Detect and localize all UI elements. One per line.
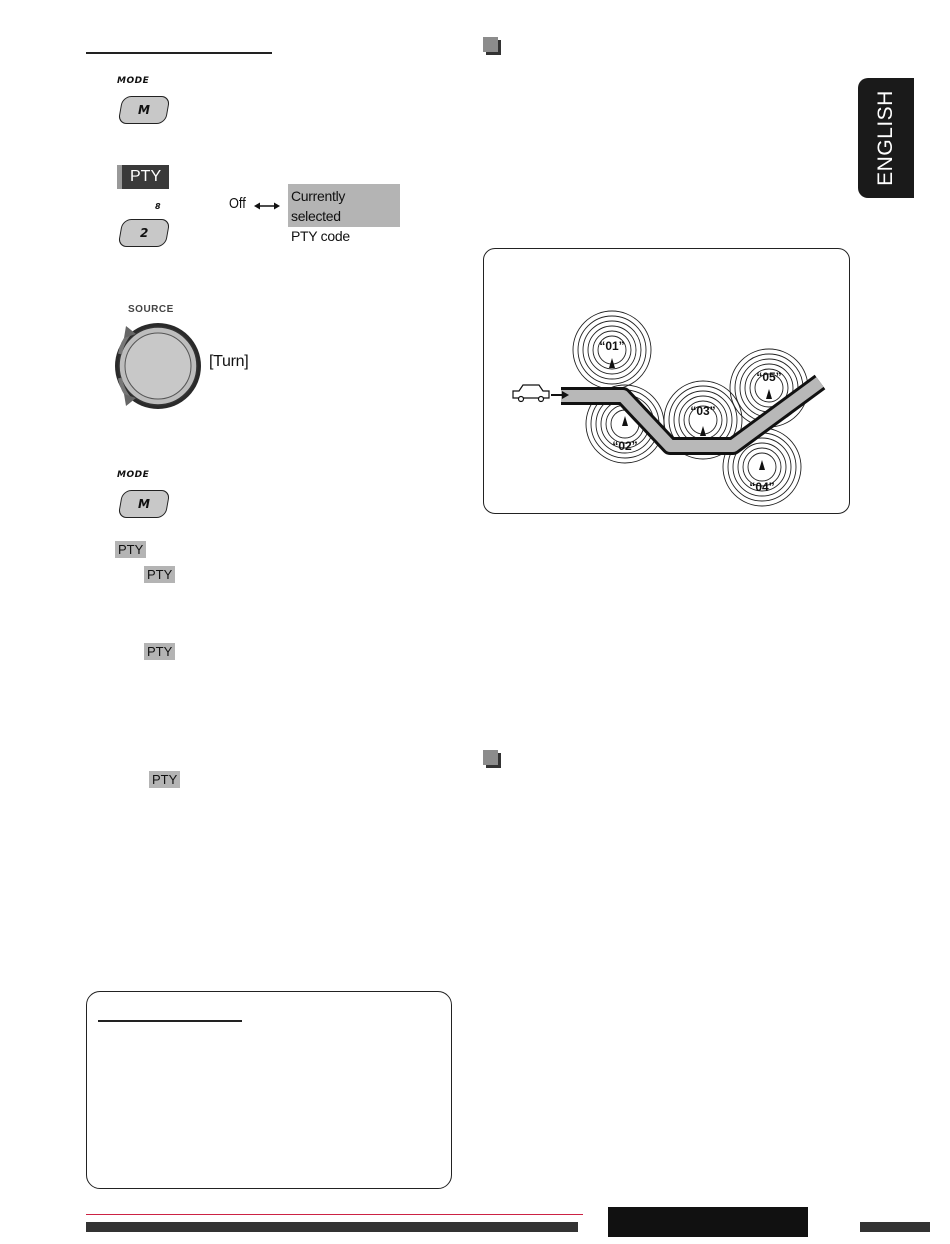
- preset-2-button[interactable]: [118, 219, 171, 247]
- station-diagram-svg: [483, 248, 850, 514]
- pty-marker: PTY: [144, 643, 175, 660]
- station-label: “05”: [756, 370, 782, 384]
- note-box-rule: [98, 1020, 242, 1022]
- station-label: “03”: [690, 404, 716, 418]
- footer-red-line: [86, 1214, 583, 1215]
- language-tab: [858, 78, 914, 198]
- mode-label: MODE: [117, 76, 150, 86]
- station-label: “01”: [599, 339, 625, 353]
- currently-selected-box: [288, 184, 400, 244]
- car-icon: [513, 385, 569, 402]
- toggle-arrow-icon: [254, 201, 280, 211]
- footer-page-block: [608, 1207, 808, 1237]
- mode-key-label: M: [138, 103, 150, 117]
- pty-marker: PTY: [144, 566, 175, 583]
- mode-button-2[interactable]: [118, 490, 171, 518]
- mode-key-label-2: M: [138, 497, 150, 511]
- footer-bar: [86, 1222, 578, 1232]
- source-label: SOURCE: [128, 304, 174, 315]
- section-rule: [86, 52, 272, 54]
- station-label: “04”: [749, 480, 775, 494]
- off-label: Off: [229, 195, 246, 212]
- selected-line1: Currently selected: [291, 188, 346, 224]
- mode-label-2: MODE: [117, 470, 150, 480]
- preset-number-label: 8: [155, 202, 161, 211]
- pty-marker: PTY: [115, 541, 146, 558]
- preset-key-label: 2: [139, 226, 149, 240]
- section-bullet: [483, 750, 498, 765]
- pty-marker: PTY: [149, 771, 180, 788]
- source-dial-icon[interactable]: [108, 318, 208, 418]
- pty-display-indicator: PTY: [117, 165, 169, 189]
- language-tab-label: ENGLISH: [874, 90, 898, 186]
- section-bullet: [483, 37, 498, 52]
- station-label: “02”: [612, 439, 638, 453]
- turn-label: [Turn]: [209, 353, 249, 370]
- mode-button[interactable]: [118, 96, 171, 124]
- footer-bar: [860, 1222, 930, 1232]
- selected-line2: PTY code: [291, 228, 350, 244]
